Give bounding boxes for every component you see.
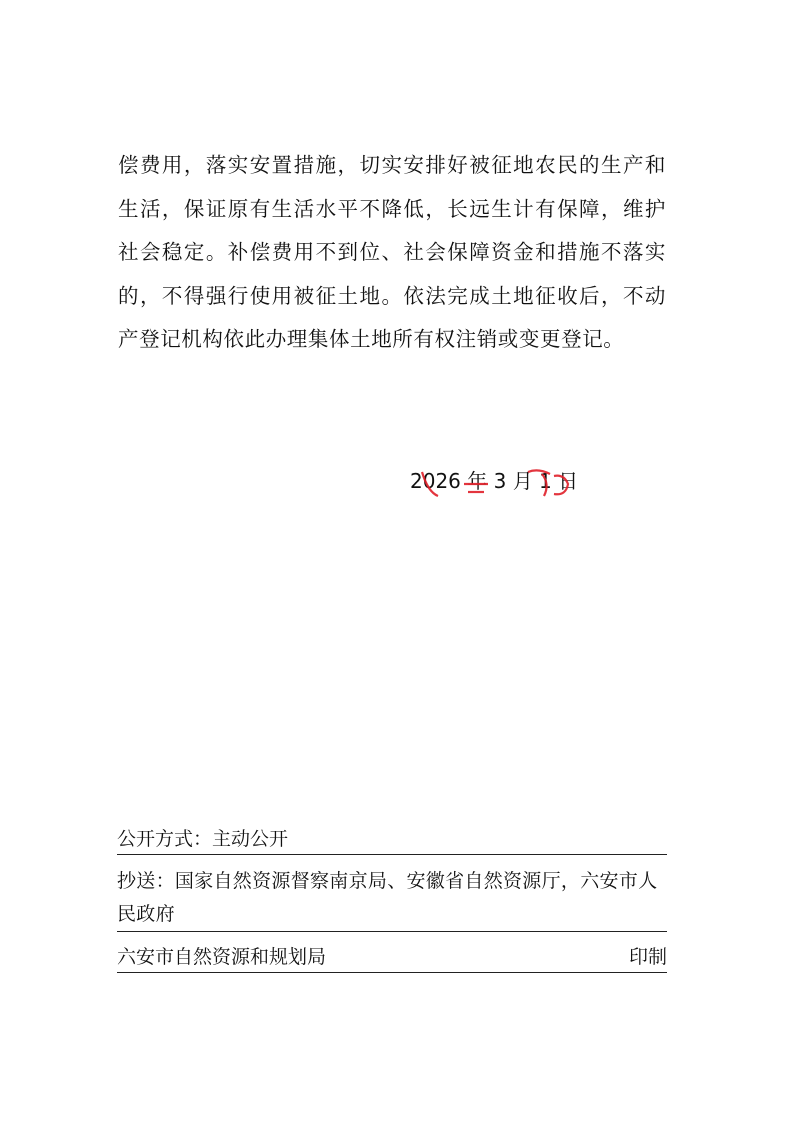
issuer-row [117, 942, 667, 973]
document-footer [117, 824, 667, 973]
cc-text: 抄送：国家自然资源督察南京局、安徽省自然资源厅，六安市人民政府 [117, 870, 658, 925]
signature-area [405, 360, 600, 555]
printed-text: 印制 [628, 946, 667, 968]
disclosure-text: 公开方式：主动公开 [117, 828, 289, 850]
issue-date: 2026 年 3 月 1 日 [410, 469, 579, 493]
cc-row [117, 865, 667, 932]
issuer-text: 六安市自然资源和规划局 [117, 946, 327, 968]
body-paragraph: 偿费用，落实安置措施，切实安排好被征地农民的生产和生活，保证原有生活水平不降低，长远生计有保障，维护社会稳定。补偿费用不到位、社会保障资金和措施不落实的，不得强行使用被征土地。依法完成土地征收后，不动产登记机构依此办理集体土地所有权注销或变更登记。 [118, 153, 666, 351]
disclosure-row [117, 824, 667, 855]
